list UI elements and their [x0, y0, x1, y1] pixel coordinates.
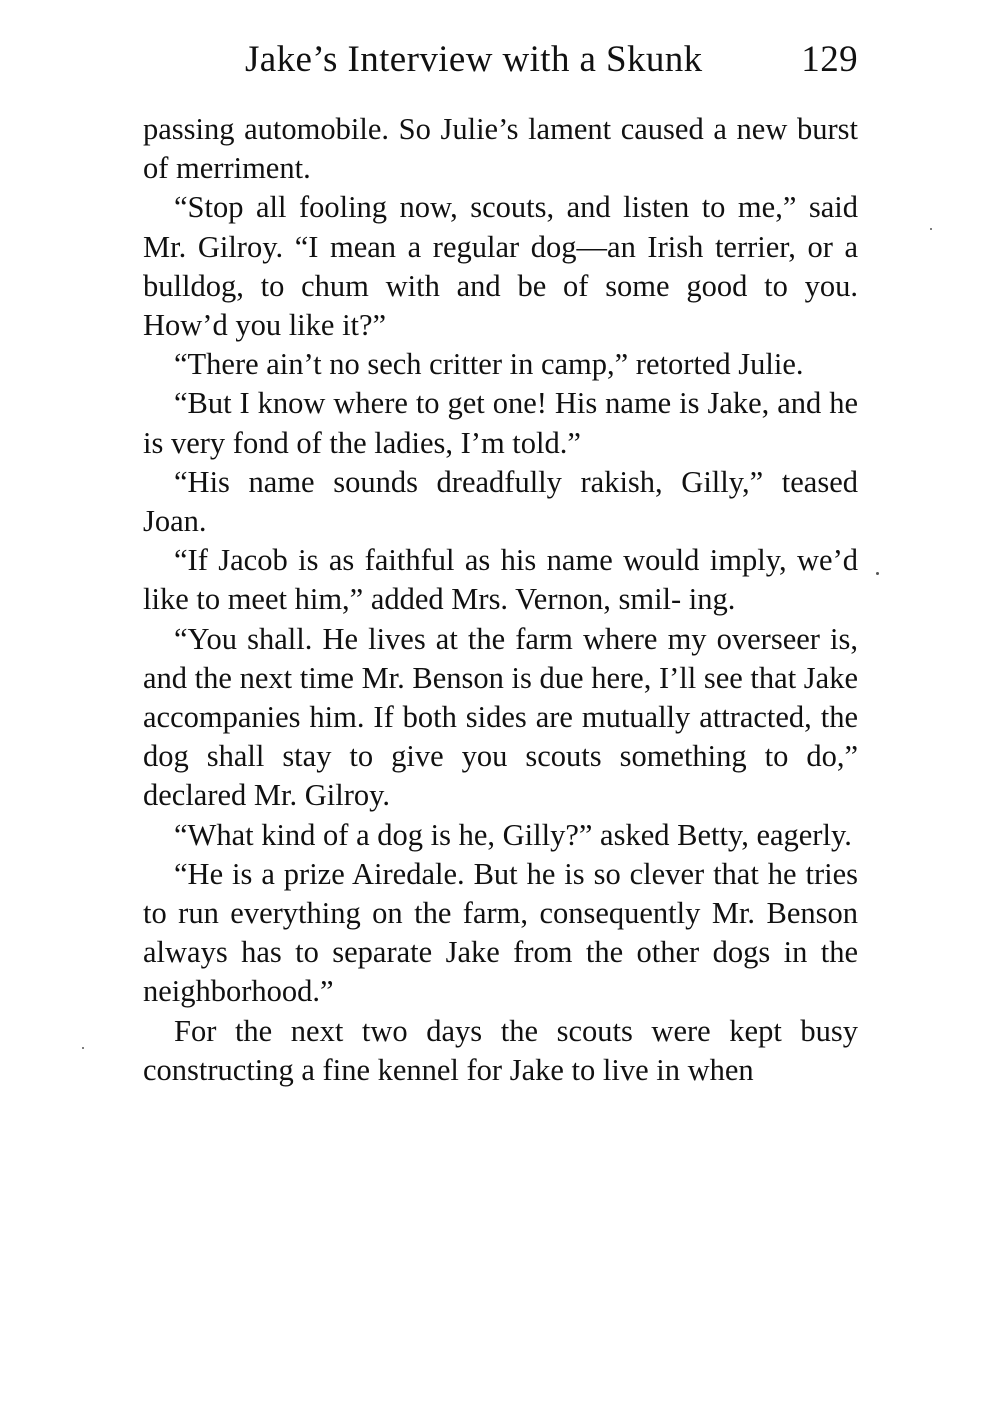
- paragraph-10: For the next two days the scouts were kept busy constructing a fine kennel for Jake to live in when: [143, 1013, 858, 1087]
- scan-speck: [82, 1047, 84, 1049]
- body-text: [143, 110, 858, 1090]
- paragraph-5: “His name sounds dreadfully rakish, Gilly,” teased Joan.: [143, 464, 858, 539]
- paragraph-2: “Stop all fooling now, scouts, and listen to me,” said Mr. Gilroy. “I mean a regular dog—an Irish terrier, or a bulldog, to chum with and be of some good to you. How’d you like it?”: [143, 190, 858, 343]
- paragraph-7: “You shall. He lives at the farm where my overseer is, and the next time Mr. Benson is due here, I’ll see that Jake accompanies him. If both sides are mutually attracted, the dog shall stay to give you scouts something to do,” declared Mr. Gilroy.: [143, 621, 858, 813]
- paragraph-6: “If Jacob is as faithful as his name would imply, we’d like to meet him,” added Mrs. Vernon, smil- ing.: [143, 543, 858, 617]
- paragraph-4: “But I know where to get one! His name is Jake, and he is very fond of the ladies, I’m told.”: [143, 386, 858, 460]
- scan-speck: [876, 572, 879, 575]
- paragraph-3: “There ain’t no sech critter in camp,” retorted Julie.: [174, 347, 804, 382]
- page-number: 129: [801, 39, 858, 80]
- paragraph-1: passing automobile. So Julie’s lament caused a new burst of merriment.: [143, 112, 858, 186]
- running-title: Jake’s Interview with a Skunk: [245, 39, 703, 80]
- scan-speck: [930, 228, 932, 230]
- paragraph-8: “What kind of a dog is he, Gilly?” asked Betty, eagerly.: [174, 817, 852, 852]
- paragraph-9: “He is a prize Airedale. But he is so clever that he tries to run everything on the farm, consequently Mr. Benson always has to separate Jake from the other dogs in the neighborhood.”: [143, 856, 858, 1009]
- running-head: [143, 38, 858, 88]
